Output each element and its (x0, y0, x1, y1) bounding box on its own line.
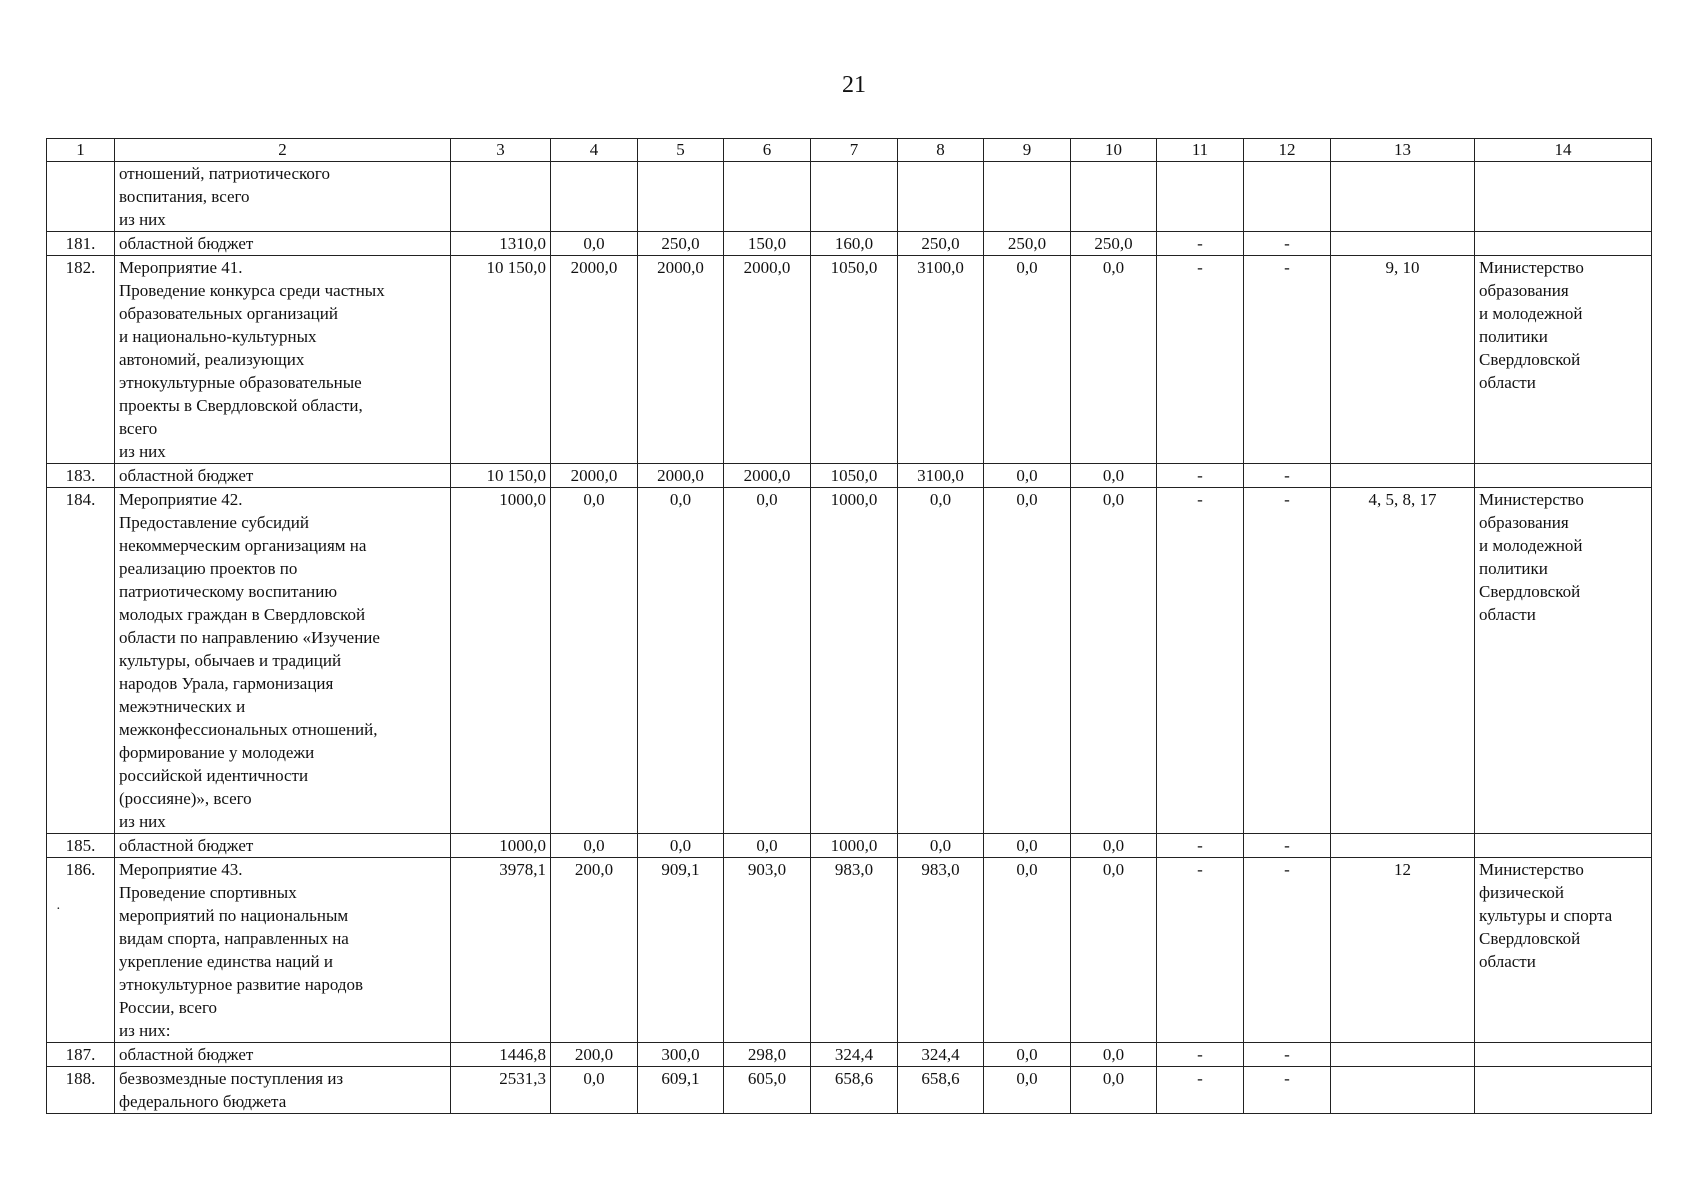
value-cell (1157, 162, 1244, 232)
value-cell: 658,6 (898, 1067, 984, 1114)
value-cell: 0,0 (898, 488, 984, 834)
row-description-cell (115, 858, 451, 1043)
value-cell: 0,0 (1071, 858, 1157, 1043)
value-cell: 324,4 (898, 1043, 984, 1067)
row-number-cell: 184. (47, 488, 115, 834)
responsible-executor-cell (1475, 464, 1652, 488)
value-cell: 0,0 (551, 834, 638, 858)
value-cell: 0,0 (1071, 464, 1157, 488)
table-row (47, 464, 1652, 488)
value-cell: 298,0 (724, 1043, 811, 1067)
description-line: областной бюджет (119, 466, 254, 485)
row-description-cell (115, 1043, 451, 1067)
column-header: 14 (1475, 139, 1652, 162)
description-line: укрепление единства наций и (119, 952, 333, 971)
target-indicator-cell (1331, 1043, 1475, 1067)
row-number-cell: 183. (47, 464, 115, 488)
column-header: 2 (115, 139, 451, 162)
table-row (47, 834, 1652, 858)
description-line: из них (119, 442, 166, 461)
table-row (47, 1043, 1652, 1067)
value-cell: - (1157, 1067, 1244, 1114)
description-line: отношений, патриотического (119, 164, 330, 183)
responsible-line: Свердловской (1479, 350, 1581, 369)
description-line: межконфессиональных отношений, (119, 720, 378, 739)
responsible-line: Министерство (1479, 490, 1584, 509)
value-cell: 3978,1 (451, 858, 551, 1043)
column-header: 4 (551, 139, 638, 162)
responsible-line: области (1479, 373, 1536, 392)
responsible-executor-cell (1475, 834, 1652, 858)
value-cell: 0,0 (724, 834, 811, 858)
value-cell (898, 162, 984, 232)
value-cell: 0,0 (1071, 256, 1157, 464)
value-cell: 0,0 (551, 1067, 638, 1114)
value-cell: 250,0 (898, 232, 984, 256)
value-cell (1071, 162, 1157, 232)
responsible-line: Свердловской (1479, 929, 1581, 948)
value-cell: 0,0 (1071, 1067, 1157, 1114)
value-cell: - (1244, 1067, 1331, 1114)
description-line: и национально-культурных (119, 327, 317, 346)
value-cell: 0,0 (1071, 1043, 1157, 1067)
description-line: Проведение спортивных (119, 883, 297, 902)
value-cell: 0,0 (984, 256, 1071, 464)
responsible-executor-cell (1475, 1043, 1652, 1067)
value-cell: 0,0 (984, 488, 1071, 834)
value-cell: 983,0 (811, 858, 898, 1043)
target-indicator-cell (1331, 464, 1475, 488)
description-line: российской идентичности (119, 766, 309, 785)
target-indicator-cell: 4, 5, 8, 17 (1331, 488, 1475, 834)
description-line: автономий, реализующих (119, 350, 305, 369)
value-cell: 0,0 (638, 488, 724, 834)
value-cell: 2000,0 (551, 256, 638, 464)
value-cell: 909,1 (638, 858, 724, 1043)
row-description-cell (115, 232, 451, 256)
value-cell: 0,0 (724, 488, 811, 834)
responsible-line: физической (1479, 883, 1564, 902)
description-line: Мероприятие 41. (119, 258, 243, 277)
value-cell: 0,0 (551, 488, 638, 834)
description-line: формирование у молодежи (119, 743, 315, 762)
value-cell: - (1244, 488, 1331, 834)
table-row (47, 488, 1652, 834)
description-line: областной бюджет (119, 1045, 254, 1064)
description-line: России, всего (119, 998, 218, 1017)
value-cell: 200,0 (551, 1043, 638, 1067)
value-cell: 0,0 (984, 1067, 1071, 1114)
column-header: 5 (638, 139, 724, 162)
description-line: мероприятий по национальным (119, 906, 349, 925)
value-cell: 0,0 (1071, 488, 1157, 834)
description-line: видам спорта, направленных на (119, 929, 349, 948)
description-line: из них: (119, 1021, 171, 1040)
description-line: некоммерческим организациям на (119, 536, 367, 555)
description-line: Проведение конкурса среди частных (119, 281, 385, 300)
responsible-executor-cell (1475, 162, 1652, 232)
value-cell: - (1157, 858, 1244, 1043)
description-line: всего (119, 419, 158, 438)
value-cell: 1050,0 (811, 464, 898, 488)
value-cell (984, 162, 1071, 232)
value-cell: 0,0 (1071, 834, 1157, 858)
description-line: молодых граждан в Свердловской (119, 605, 366, 624)
column-header: 10 (1071, 139, 1157, 162)
row-number-cell (47, 162, 115, 232)
value-cell: 1000,0 (451, 488, 551, 834)
value-cell: 250,0 (984, 232, 1071, 256)
description-line: Мероприятие 43. (119, 860, 243, 879)
value-cell: 160,0 (811, 232, 898, 256)
description-line: проекты в Свердловской области, (119, 396, 363, 415)
value-cell: 1000,0 (811, 834, 898, 858)
value-cell (638, 162, 724, 232)
budget-table (46, 138, 1652, 1114)
row-number-cell: 186. (47, 858, 115, 1043)
responsible-line: Свердловской (1479, 582, 1581, 601)
responsible-executor-cell (1475, 232, 1652, 256)
column-header: 3 (451, 139, 551, 162)
value-cell: 3100,0 (898, 256, 984, 464)
description-line: реализацию проектов по (119, 559, 298, 578)
row-description-cell (115, 1067, 451, 1114)
value-cell: 1310,0 (451, 232, 551, 256)
table-row (47, 256, 1652, 464)
value-cell: 2000,0 (551, 464, 638, 488)
responsible-executor-cell (1475, 1067, 1652, 1114)
description-line: этнокультурное развитие народов (119, 975, 364, 994)
responsible-line: Министерство (1479, 258, 1584, 277)
responsible-executor-cell (1475, 858, 1652, 1043)
value-cell: 200,0 (551, 858, 638, 1043)
value-cell (451, 162, 551, 232)
value-cell: 150,0 (724, 232, 811, 256)
row-description-cell (115, 834, 451, 858)
value-cell: 2531,3 (451, 1067, 551, 1114)
value-cell: 1050,0 (811, 256, 898, 464)
column-header: 9 (984, 139, 1071, 162)
column-header: 7 (811, 139, 898, 162)
responsible-line: культуры и спорта (1479, 906, 1613, 925)
value-cell: 609,1 (638, 1067, 724, 1114)
target-indicator-cell (1331, 1067, 1475, 1114)
value-cell: 0,0 (984, 464, 1071, 488)
value-cell: 1446,8 (451, 1043, 551, 1067)
description-line: патриотическому воспитанию (119, 582, 338, 601)
responsible-line: политики (1479, 559, 1548, 578)
value-cell: - (1244, 256, 1331, 464)
table-row (47, 162, 1652, 232)
value-cell: 0,0 (984, 834, 1071, 858)
responsible-line: и молодежной (1479, 536, 1583, 555)
value-cell: 10 150,0 (451, 464, 551, 488)
column-header: 6 (724, 139, 811, 162)
value-cell: 250,0 (638, 232, 724, 256)
value-cell: - (1244, 232, 1331, 256)
responsible-line: Министерство (1479, 860, 1584, 879)
value-cell (811, 162, 898, 232)
value-cell: - (1157, 256, 1244, 464)
description-line: Предоставление субсидий (119, 513, 309, 532)
table-row (47, 232, 1652, 256)
description-line: областной бюджет (119, 234, 254, 253)
responsible-line: политики (1479, 327, 1548, 346)
responsible-executor-cell (1475, 488, 1652, 834)
value-cell: 658,6 (811, 1067, 898, 1114)
responsible-line: образования (1479, 513, 1569, 532)
table-row (47, 858, 1652, 1043)
description-line: народов Урала, гармонизация (119, 674, 334, 693)
description-line: федерального бюджета (119, 1092, 287, 1111)
value-cell: 0,0 (638, 834, 724, 858)
value-cell: 0,0 (551, 232, 638, 256)
target-indicator-cell (1331, 232, 1475, 256)
row-number-cell: 188. (47, 1067, 115, 1114)
description-line: областной бюджет (119, 836, 254, 855)
column-header: 13 (1331, 139, 1475, 162)
value-cell: - (1244, 464, 1331, 488)
margin-dot: · (56, 902, 61, 917)
row-description-cell (115, 464, 451, 488)
column-header: 1 (47, 139, 115, 162)
column-header: 8 (898, 139, 984, 162)
value-cell: - (1157, 1043, 1244, 1067)
value-cell: 1000,0 (451, 834, 551, 858)
value-cell (1244, 162, 1331, 232)
target-indicator-cell: 9, 10 (1331, 256, 1475, 464)
value-cell (551, 162, 638, 232)
row-number-cell: 185. (47, 834, 115, 858)
value-cell: - (1244, 834, 1331, 858)
row-number-cell: 181. (47, 232, 115, 256)
responsible-executor-cell (1475, 256, 1652, 464)
value-cell: 2000,0 (638, 256, 724, 464)
target-indicator-cell (1331, 162, 1475, 232)
description-line: культуры, обычаев и традиций (119, 651, 342, 670)
value-cell: 2000,0 (638, 464, 724, 488)
value-cell: 903,0 (724, 858, 811, 1043)
value-cell: - (1157, 834, 1244, 858)
value-cell: 0,0 (984, 858, 1071, 1043)
value-cell: 983,0 (898, 858, 984, 1043)
value-cell: 0,0 (898, 834, 984, 858)
row-description-cell (115, 488, 451, 834)
value-cell: 3100,0 (898, 464, 984, 488)
responsible-line: образования (1479, 281, 1569, 300)
responsible-line: и молодежной (1479, 304, 1583, 323)
value-cell: 2000,0 (724, 464, 811, 488)
value-cell: 605,0 (724, 1067, 811, 1114)
description-line: Мероприятие 42. (119, 490, 243, 509)
column-header: 12 (1244, 139, 1331, 162)
target-indicator-cell (1331, 834, 1475, 858)
value-cell: 250,0 (1071, 232, 1157, 256)
value-cell: - (1157, 488, 1244, 834)
table-row (47, 1067, 1652, 1114)
description-line: (россияне)», всего (119, 789, 252, 808)
description-line: воспитания, всего (119, 187, 250, 206)
value-cell: 1000,0 (811, 488, 898, 834)
value-cell: 0,0 (984, 1043, 1071, 1067)
description-line: из них (119, 812, 166, 831)
value-cell: - (1244, 1043, 1331, 1067)
description-line: межэтнических и (119, 697, 246, 716)
table-header-row (47, 139, 1652, 162)
value-cell: - (1244, 858, 1331, 1043)
value-cell: - (1157, 232, 1244, 256)
description-line: безвозмездные поступления из (119, 1069, 344, 1088)
page-number: 21 (842, 72, 866, 98)
description-line: образовательных организаций (119, 304, 338, 323)
row-description-cell (115, 162, 451, 232)
description-line: этнокультурные образовательные (119, 373, 362, 392)
value-cell (724, 162, 811, 232)
description-line: области по направлению «Изучение (119, 628, 380, 647)
row-number-cell: 187. (47, 1043, 115, 1067)
value-cell: 10 150,0 (451, 256, 551, 464)
row-description-cell (115, 256, 451, 464)
value-cell: 324,4 (811, 1043, 898, 1067)
value-cell: - (1157, 464, 1244, 488)
column-header: 11 (1157, 139, 1244, 162)
responsible-line: области (1479, 605, 1536, 624)
value-cell: 300,0 (638, 1043, 724, 1067)
target-indicator-cell: 12 (1331, 858, 1475, 1043)
value-cell: 2000,0 (724, 256, 811, 464)
row-number-cell: 182. (47, 256, 115, 464)
responsible-line: области (1479, 952, 1536, 971)
description-line: из них (119, 210, 166, 229)
